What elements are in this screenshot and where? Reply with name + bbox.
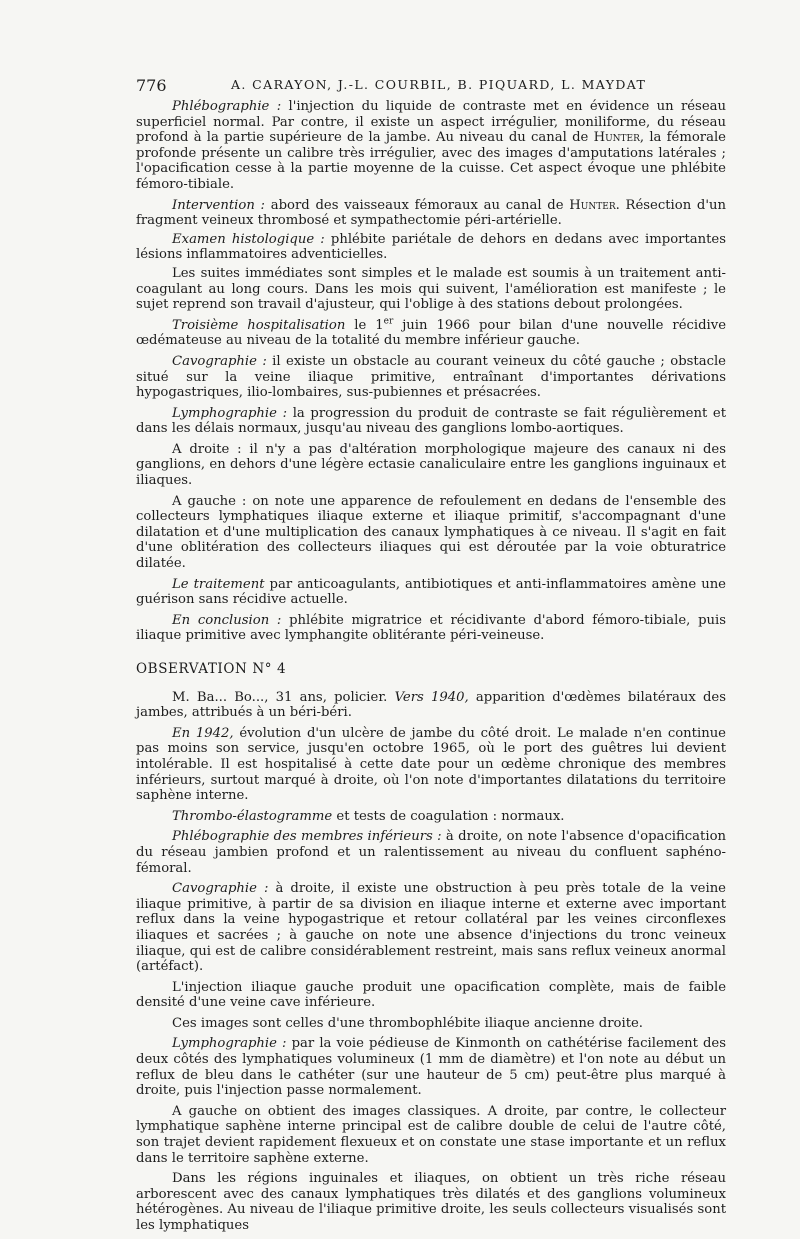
- observation-heading: OBSERVATION N° 4: [136, 661, 287, 677]
- article-body: [136, 99, 726, 1239]
- author-line: A. CARAYON, J.-L. COURBIL, B. PIQUARD, L. MAYDAT: [231, 77, 647, 92]
- page-number: 776: [136, 76, 167, 95]
- paragraph-a-gauche-2: A gauche on obtient des images classiques. A droite, par contre, le collecteur lymphatique saphène interne principal est de calibre double de celui de l'autre côté, son trajet devient rapidement flexueux et on constate une stase importante et un reflux dans le territoire saphène externe.: [136, 1103, 726, 1166]
- paragraph-en-1942: En 1942, évolution d'un ulcère de jambe du côté droit. Le malade n'en continue pas moins son service, jusqu'en octobre 1965, où le port des guêtres lui devient intolérable. Il est hospitalisé à cette date pour un œdème chronique des membres inférieurs, surtout marqué à droite, où l'on note d'importantes dilatations du territoire saphène interne.: [136, 725, 726, 804]
- paragraph-a-gauche: A gauche : on note une apparence de refoulement en dedans de l'ensemble des collecteurs lymphatiques iliaque externe et iliaque primitif, s'accompagnant d'une dilatation et d'une multiplication des canaux lymphatiques à ce niveau. Il s'agit en fait d'une oblitération des collecteurs iliaques qui est déroutée par la voie obturatrice dilatée.: [136, 493, 726, 572]
- paragraph-thrombo-elastogramme: Thrombo-élastogramme et tests de coagulation : normaux.: [172, 808, 565, 824]
- paragraph-phlebographie-membres: Phlébographie des membres inférieurs : à droite, on note l'absence d'opacification du réseau jambien profond et un ralentissement au niveau du confluent saphéno-fémoral.: [136, 829, 726, 876]
- paragraph-phlebographie: Phlébographie : l'injection du liquide de contraste met en évidence un réseau superficiel normal. Par contre, il existe un aspect irrégulier, moniliforme, du réseau profond à la partie supérieure de la jambe. Au niveau du canal de Hunter, la fémorale profonde présente un calibre très irrégulier, avec des images d'amputations latérales ; l'opacification cesse à la partie moyenne de la cuisse. Cet aspect évoque une phlébite fémoro-tibiale.: [136, 99, 726, 192]
- paragraph-regions-inguinales: Dans les régions inguinales et iliaques, on obtient un très riche réseau arborescent avec des canaux lymphatiques très dilatés et des ganglions volumineux hétérogènes. Au niveau de l'iliaque primitive droite, les seuls collecteurs visualisés sont les lymphatiques: [136, 1171, 726, 1233]
- paragraph-a-droite: A droite : il n'y a pas d'altération morphologique majeure des canaux ni des ganglions, en dehors d'une légère ectasie canaliculaire entre les ganglions inguinaux et iliaques.: [136, 441, 726, 489]
- paragraph-histologie: Examen histologique : phlébite pariétale de dehors en dedans avec importantes lésions inflammatoires adventicielles.: [136, 231, 726, 263]
- paragraph-patient: M. Ba... Bo..., 31 ans, policier. Vers 1940, apparition d'œdèmes bilatéraux des jambes, attribués à un béri-béri.: [136, 689, 727, 721]
- paragraph-traitement: Le traitement par anticoagulants, antibiotiques et anti-inflammatoires amène une guérison sans récidive actuelle.: [136, 576, 726, 608]
- running-header: [136, 76, 726, 96]
- paragraph-cavographie: Cavographie : il existe un obstacle au courant veineux du côté gauche ; obstacle situé sur la veine iliaque primitive, entraînant d'importantes dérivations hypogastriques, ilio-lombaires, sus-pubiennes et présacrées.: [136, 353, 726, 401]
- paragraph-troisieme-hospitalisation: Troisième hospitalisation le 1er juin 1966 pour bilan d'une nouvelle récidive œdémateuse au niveau de la totalité du membre inférieur gauche.: [136, 316, 727, 349]
- paragraph-cavographie-2: Cavographie : à droite, il existe une obstruction à peu près totale de la veine iliaque primitive, à partir de sa division en iliaque interne et externe avec important reflux dans la veine hypogastrique et retour collatéral par les veines circonflexes iliaques et sacrées ; à gauche on note une absence d'injections du tronc veineux iliaque, qui est de calibre considérablement restreint, mais sans reflux veineux anormal (artéfact).: [136, 881, 726, 975]
- paragraph-images: Ces images sont celles d'une thrombophlébite iliaque ancienne droite.: [172, 1015, 644, 1031]
- paragraph-conclusion: En conclusion : phlébite migratrice et récidivante d'abord fémoro-tibiale, puis iliaque primitive avec lymphangite oblitérante péri-veineuse.: [136, 612, 727, 644]
- paragraph-lymphographie-2: Lymphographie : par la voie pédieuse de Kinmonth on cathétérise facilement des deux côtés des lymphatiques volumineux (1 mm de diamètre) et l'on note au début un reflux de bleu dans le cathéter (sur une hauteur de 5 cm) peut-être plus marqué à droite, puis l'injection passe normalement.: [136, 1036, 726, 1099]
- paragraph-suites: Les suites immédiates sont simples et le malade est soumis à un traitement anti-coagulant au long cours. Dans les mois qui suivent, l'amélioration est manifeste ; le sujet reprend son travail d'ajusteur, qui l'oblige à des stations debout prolongées.: [136, 265, 726, 313]
- paragraph-lymphographie: Lymphographie : la progression du produit de contraste se fait régulièrement et dans les délais normaux, jusqu'au niveau des ganglions lombo-aortiques.: [136, 405, 727, 437]
- paragraph-intervention: Intervention : abord des vaisseaux fémoraux au canal de Hunter. Résection d'un fragment veineux thrombosé et sympathectomie péri-artérielle.: [136, 197, 726, 229]
- paragraph-injection-iliaque: L'injection iliaque gauche produit une opacification complète, mais de faible densité d'une veine cave inférieure.: [136, 979, 726, 1011]
